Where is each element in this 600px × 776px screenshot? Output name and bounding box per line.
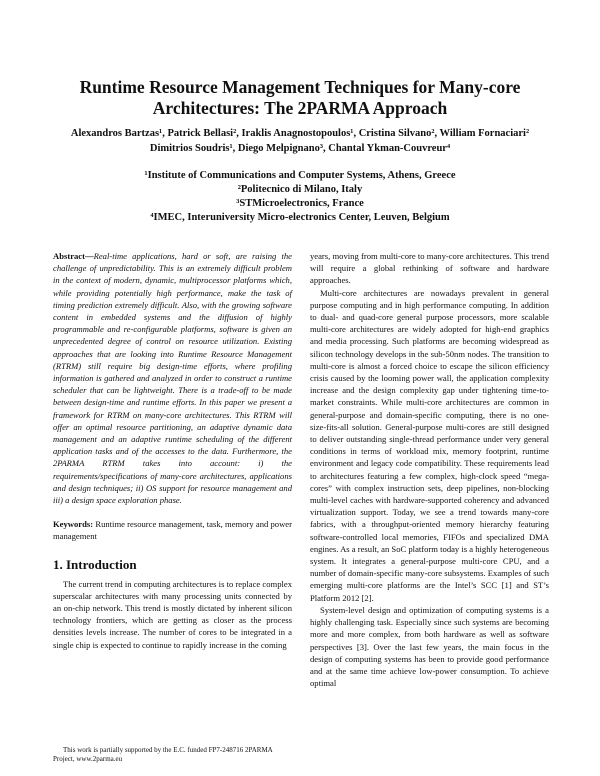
intro-paragraph-1-continued: years, moving from multi-core to many-core architectures. This trend will require a global rethinking of software and hardware approaches. <box>310 251 549 286</box>
author-list <box>20 126 580 156</box>
abstract <box>53 250 292 506</box>
affiliation-1: ¹Institute of Communications and Computer Systems, Athens, Greece <box>144 170 456 181</box>
keywords <box>53 518 292 542</box>
author-line-2: Dimitrios Soudris¹, Diego Melpignano³, Chantal Ykman-Couvreur⁴ <box>149 143 451 154</box>
abstract-text: Real-time applications, hard or soft, are raising the challenge of unpredictability. This is an extremely difficult problem in the context of modern, dynamic, multiprocessor platforms which, while providing potentially high performance, make the task of timing prediction extremely difficult. Also, with the growing software content in embedded systems and the diffusion of highly programmable and re-configurable platforms, software is given an unprecedented degree of control on resource utilization. Existing approaches that are looking into Runtime Resource Management (RTRM) still require big design-time efforts, where profiling information is gathered and analyzed in order to construct a runtime scheduler that can be lightweight. There is a trade-off to be made between design-time and runtime efforts. In this paper we present a framework for RTRM on many-core architectures. This RTRM will offer an optimal resource partitioning, an adaptive dynamic data management and an adaptive runtime scheduling of the different application tasks and of the accesses to the data. Furthermore, the 2PARMA RTRM takes into account: i) the requirements/specifications of many-core architectures, applications and design techniques; ii) OS support for resource management and iii) a design space exploration phase. <box>53 251 292 506</box>
funding-footnote: This work is partially supported by the E.C. funded FP7-248716 2PARMA Project, www.2parma.eu <box>53 746 273 763</box>
keywords-label: Keywords: <box>53 519 94 530</box>
affiliation-4: ⁴IMEC, Interuniversity Micro-electronics Center, Leuven, Belgium <box>150 212 450 223</box>
intro-paragraph-1: The current trend in computing architectures is to replace complex superscalar architectures with many processing units connected by an on-chip network. This trend is mostly dictated by inherent silicon technology frontiers, which are getting as closer as the process densities levels increase. The number of cores to be integrated in a single chip is expected to continue to rapidly increase in the coming <box>53 578 292 650</box>
affiliation-3: ³STMicroelectronics, France <box>236 198 364 209</box>
keywords-text: Runtime resource management, task, memory and power management <box>53 519 292 542</box>
title-line-1: Runtime Resource Management Techniques for Many-core <box>79 77 521 97</box>
intro-paragraph-2: Multi-core architectures are nowadays prevalent in general purpose computing and in high performance computing. In addition to dual- and quad-core general purpose processors, more scalable multi-core architectures are widely adopted for high-end graphics and media processing. Such platforms are becoming widespread as silicon technology develops in the sub-50nm nodes. The transition to multi-core is almost a forced choice to escape the silicon efficiency crisis caused by the looming power wall, the application complexity increase and the design complexity gap under tightening time-to-market constraints. While multi-core architectures are common in general-purpose and domain-specific computing, there is no one-size-fits-all solution. General-purpose multi-cores are still designed to deliver outstanding single-thread performance under very general conditions in terms of workload mix, memory footprint, runtime environment and legacy code compatibility. These requirements lead to architectures featuring a few complex, high-clock speed “mega-cores” with complex instruction sets, deep pipelines, non-blocking multi-level caches with hardware-supported coherency and advanced virtualization support. Today, we see a trend towards many-core fabrics, with a throughput-oriented memory hierarchy featuring software-controlled local memories, FIFOs and specialized DMA engines. As a result, an SoC platform today is a highly heterogeneous system. It integrates a general-purpose multi-core CPU, and a number of domain-specific many-core subsystems. Examples of such emerging multi-core platforms are the Intel’s SCC [1] and ST’s Platform 2012 [2]. <box>310 287 549 603</box>
intro-paragraph-3: System-level design and optimization of computing systems is a highly challenging task. Especially since such systems are becoming more and more complex, from both hardware as well as software perspectives [3]. Over the last few years, the main focus in the design of computing systems has been to provide good performance and at the same time achieve low-power consumption. To achieve optimal <box>310 604 549 689</box>
affiliation-list <box>40 169 560 225</box>
section-heading-introduction: 1. Introduction <box>53 556 137 572</box>
title-line-2: Architectures: The 2PARMA Approach <box>152 98 448 118</box>
left-column <box>53 250 292 651</box>
right-column <box>310 250 549 689</box>
abstract-label: Abstract— <box>53 251 94 261</box>
author-line-1: Alexandros Bartzas¹, Patrick Bellasi², Iraklis Anagnostopoulos¹, Cristina Silvano², William Fornaciari² <box>70 128 530 139</box>
paper-title <box>40 77 560 119</box>
affiliation-2: ²Politecnico di Milano, Italy <box>237 184 363 195</box>
